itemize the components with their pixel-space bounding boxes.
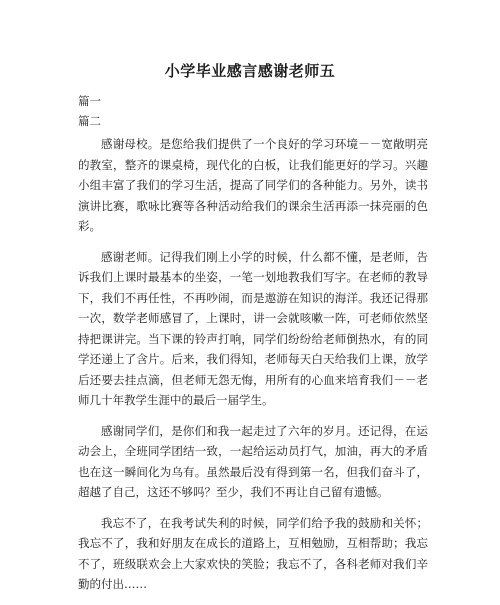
page-title: 小学毕业感言感谢老师五 xyxy=(164,62,336,80)
paragraph-thank-school: 感谢母校。是您给我们提供了一个良好的学习环境－－宽敞明亮的教室，整齐的课桌椅，现代化的白板，让我们能更好的学习。兴趣小组丰富了我们的学习生活，提高了同学们的各种能力。另外，读书演讲比赛，歌咏比赛等各种活动给我们的课余生活再添一抹亮丽的色彩。 xyxy=(78,137,428,233)
paragraph-memories: 我忘不了，在我考试失利的时候，同学们给予我的鼓励和关怀；我忘不了，我和好朋友在成长的道路上，互相勉励，互相帮助；我忘不了，班级联欢会上大家欢快的笑脸；我忘不了，各科老师对我们辛勤的付出…… xyxy=(78,515,428,591)
article-body xyxy=(78,134,428,605)
section-heading-2: 篇二 xyxy=(78,114,101,128)
section-heading-1: 篇一 xyxy=(78,94,101,108)
paragraph-thank-classmates: 感谢同学们，是你们和我一起走过了六年的岁月。还记得，在运动会上，全班同学团结一致，一起给运动员打气，加油，再大的矛盾也在这一瞬间化为乌有。虽然最后没有得到第一名，但我们奋斗了，超越了自己，这还不够吗？至少，我们不再让自己留有遗憾。 xyxy=(78,423,428,499)
paragraph-thank-teacher: 感谢老师。记得我们刚上小学的时候，什么都不懂，是老师，告诉我们上课时最基本的坐姿，一笔一划地教我们写字。在老师的教导下，我们不再任性，不再吵闹，而是遨游在知识的海洋。我还记得那一次，数学老师感冒了，上课时，讲一会就咳嗽一阵，可老师依然坚持把课讲完。当下课的铃声打响，同学们纷纷给老师倒热水，有的同学还递上了含片。后来，我们得知，老师每天白天给我们上课，放学后还要去挂点滴，但老师无怨无悔，用所有的心血来培育我们－－老师几十年教学生涯中的最后一届学生。 xyxy=(78,249,428,407)
